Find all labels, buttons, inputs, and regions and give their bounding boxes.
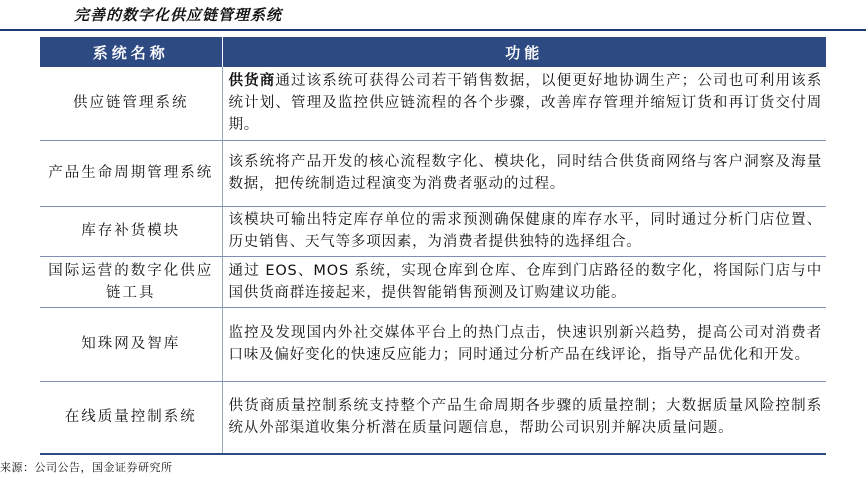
system-name-cell: 在线质量控制系统 (40, 381, 222, 454)
systems-table (40, 37, 826, 455)
source-note: 来源：公司公告，国金证券研究所 (0, 461, 173, 474)
function-cell: 该系统将产品开发的核心流程数字化、模块化，同时结合供货商网络与客户洞察及海量数据，把传统制造过程演变为消费者驱动的过程。 (222, 140, 826, 206)
function-cell: 供货商质量控制系统支持整个产品生命周期各步骤的质量控制；大数据质量风险控制系统从外部渠道收集分析潜在质量问题信息，帮助公司识别并解决质量问题。 (222, 381, 826, 454)
function-cell: 该模块可输出特定库存单位的需求预测确保健康的库存水平，同时通过分析门店位置、历史销售、天气等多项因素，为消费者提供独特的选择组合。 (222, 206, 826, 256)
function-cell: 通过 EOS、MOS 系统，实现仓库到仓库、仓库到门店路径的数字化，将国际门店与中国供货商群连接起来，提供智能销售预测及订购建议功能。 (222, 256, 826, 307)
table-row (40, 307, 826, 381)
system-name-cell: 供应链管理系统 (40, 67, 222, 140)
system-name-cell: 知珠网及智库 (40, 307, 222, 381)
table-row (40, 67, 826, 140)
function-text: 通过该系统可获得公司若干销售数据，以便更好地协调生产；公司也可利用该系统计划、管理及监控供应链流程的各个步骤，改善库存管理并缩短订货和再订货交付周期。 (228, 73, 823, 134)
title-divider (0, 29, 866, 31)
function-cell: 监控及发现国内外社交媒体平台上的热门点击，快速识别新兴趋势，提高公司对消费者口味及偏好变化的快速反应能力；同时通过分析产品在线评论，指导产品优化和开发。 (222, 307, 826, 381)
function-lead: 供货商 (228, 73, 276, 90)
header-system-name: 系统名称 (40, 37, 222, 67)
page-title: 完善的数字化供应链管理系统 (74, 6, 283, 24)
table-row (40, 256, 826, 307)
table-row (40, 206, 826, 256)
system-name-cell: 库存补货模块 (40, 206, 222, 256)
header-function: 功能 (222, 37, 826, 67)
function-cell (222, 67, 826, 140)
table-row (40, 381, 826, 454)
system-name-cell: 国际运营的数字化供应链工具 (40, 256, 222, 307)
table-row (40, 140, 826, 206)
system-name-cell: 产品生命周期管理系统 (40, 140, 222, 206)
table-header-row (40, 37, 826, 67)
